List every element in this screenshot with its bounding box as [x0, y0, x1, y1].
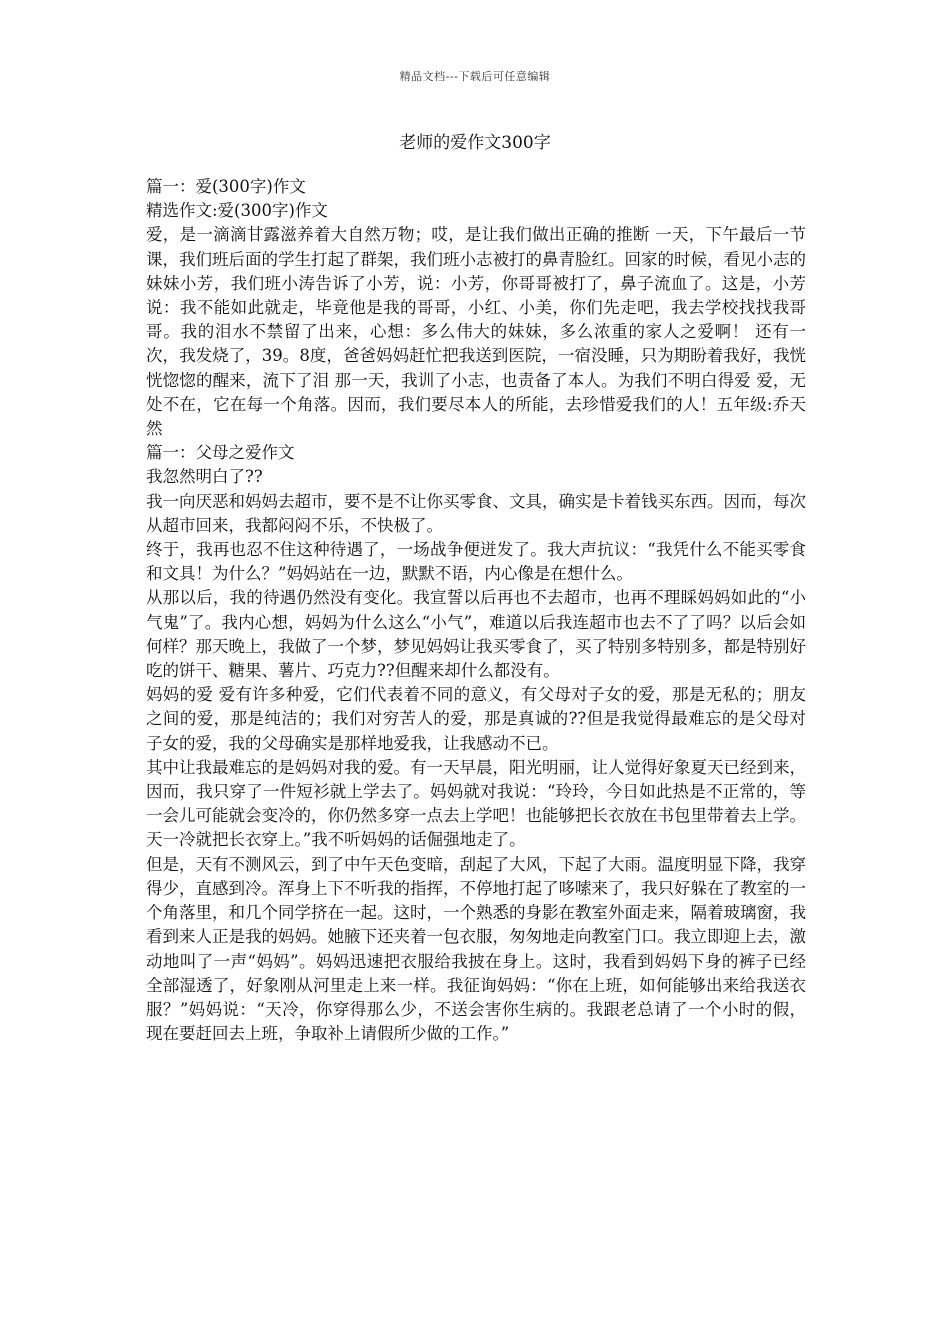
- paragraph: 我一向厌恶和妈妈去超市，要不是不让你买零食、文具，确实是卡着钱买东西。因而，每次从超市回来，我都闷闷不乐，不快极了。: [146, 491, 806, 535]
- paragraph: 终于，我再也忍不住这种待遇了，一场战争便迸发了。我大声抗议：“我凭什么不能买零食和文具！为什么？”妈妈站在一边，默默不语，内心像是在想什么。: [146, 540, 806, 584]
- paragraph: 从那以后，我的待遇仍然没有变化。我宣誓以后再也不去超市，也再不理睬妈妈如此的“小气鬼”了。我内心想，妈妈为什么这么“小气”，难道以后我连超市也去不了了吗？以后会如何样？那天晚上，我做了一个梦，梦见妈妈让我买零食了，买了特别多特别多，都是特别好吃的饼干、糖果、薯片、巧克力??但醒来却什么都没有。: [146, 588, 806, 681]
- paragraph: 精选作文:爱(300字)作文: [146, 201, 328, 221]
- paragraph: 我忽然明白了??: [146, 467, 263, 487]
- document-body: [146, 175, 806, 1046]
- page-header: 精品文档---下载后可任意编辑: [399, 70, 551, 83]
- paragraph: 其中让我最难忘的是妈妈对我的爱。有一天早晨，阳光明丽，让人觉得好象夏天已经到来，因而，我只穿了一件短衫就上学去了。妈妈就对我说：“玲玲，今日如此热是不正常的，等一会儿可能就会变冷的，你仍然多穿一点去上学吧！也能够把长衣放在书包里带着去上学。天一冷就把长衣穿上。”我不听妈妈的话倔强地走了。: [146, 757, 806, 850]
- paragraph: 爱，是一滴滴甘露滋养着大自然万物；哎，是让我们做出正确的推断 一天，下午最后一节课，我们班后面的学生打起了群架，我们班小志被打的鼻青脸红。回家的时候，看见小志的妹妹小芳，我们班小涛告诉了小芳，说：小芳，你哥哥被打了，鼻子流血了。这是，小芳说：我不能如此就走，毕竟他是我的哥哥，小红、小美，你们先走吧，我去学校找找我哥哥。我的泪水不禁留了出来，心想：多么伟大的妹妹，多么浓重的家人之爱啊！ 还有一次，我发烧了，39。8度，爸爸妈妈赶忙把我送到医院，一宿没睡，只为期盼着我好，我恍恍惚惚的醒来，流下了泪 那一天，我训了小志，也责备了本人。为我们不明白得爱 爱，无处不在，它在每一个角落。因而，我们要尽本人的所能，去珍惜爱我们的人！五年级:乔天然: [146, 225, 806, 439]
- paragraph: 但是，天有不测风云，到了中午天色变暗，刮起了大风，下起了大雨。温度明显下降，我穿得少，直感到冷。浑身上下不听我的指挥，不停地打起了哆嗦来了，我只好躲在了教室的一个角落里，和几个同学挤在一起。这时，一个熟悉的身影在教室外面走来，隔着玻璃窗，我看到来人正是我的妈妈。她腋下还夹着一包衣服，匆匆地走向教室门口。我立即迎上去，激动地叫了一声“妈妈”。妈妈迅速把衣服给我披在身上。这时，我看到妈妈下身的裤子已经全部湿透了，好象刚从河里走上来一样。我征询妈妈：“你在上班，如何能够出来给我送衣服？”妈妈说：“天冷，你穿得那么少，不送会害你生病的。我跟老总请了一个小时的假，现在要赶回去上班，争取补上请假所少做的工作。”: [146, 854, 806, 1044]
- paragraph: 篇一：爱(300字)作文: [146, 177, 306, 196]
- paragraph: 妈妈的爱 爱有许多种爱，它们代表着不同的意义，有父母对子女的爱，那是无私的；朋友之间的爱，那是纯洁的；我们对穷苦人的爱，那是真诚的??但是我觉得最难忘的是父母对子女的爱，我的父母确实是那样地爱我，让我感动不已。: [146, 685, 806, 753]
- document-title: 老师的爱作文300字: [399, 133, 551, 153]
- paragraph: 篇一：父母之爱作文: [146, 443, 295, 463]
